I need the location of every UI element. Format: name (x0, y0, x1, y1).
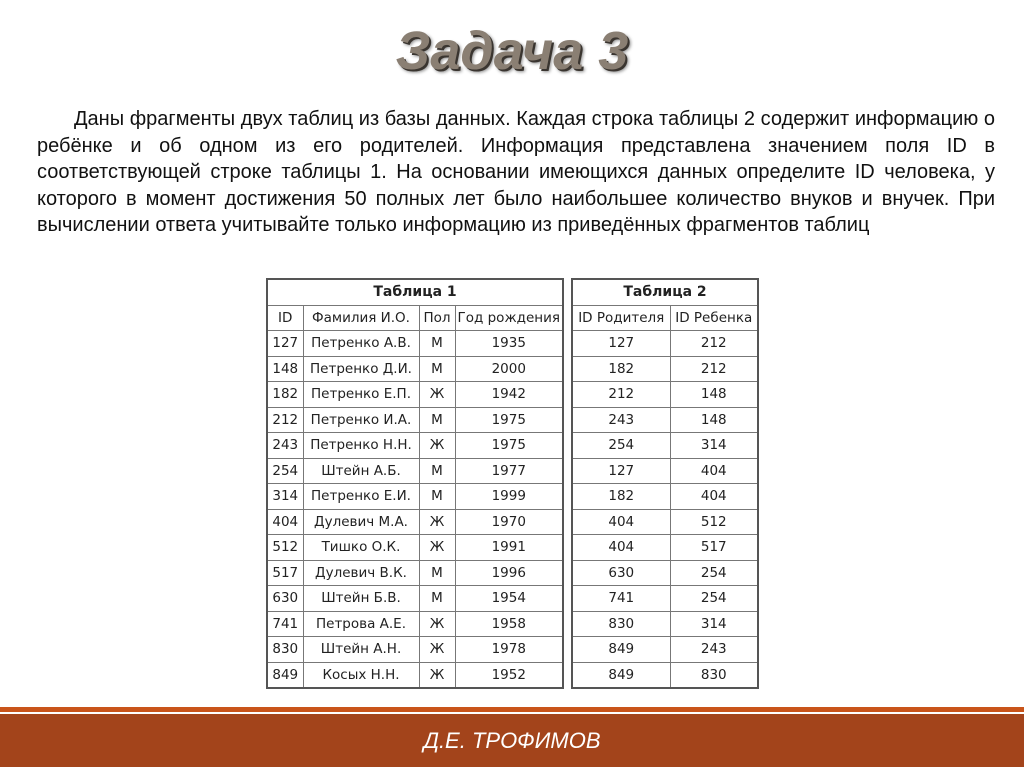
table-cell: 404 (267, 509, 303, 535)
table-cell: Петренко Е.П. (303, 382, 419, 408)
footer-accent-line (0, 707, 1024, 712)
slide-title: Задача 3 (395, 21, 629, 81)
table-cell: 404 (572, 535, 670, 561)
table-cell: Дулевич М.А. (303, 509, 419, 535)
table-2 (571, 278, 759, 689)
table-row (267, 484, 563, 510)
table-cell: 517 (267, 560, 303, 586)
table-cell: Петренко И.А. (303, 407, 419, 433)
table-cell: Петрова А.Е. (303, 611, 419, 637)
table-row (572, 458, 758, 484)
table-cell: 127 (267, 331, 303, 357)
table-row (267, 611, 563, 637)
table-row (267, 356, 563, 382)
table-row (267, 433, 563, 459)
table-cell: 212 (572, 382, 670, 408)
table2-header-cell: ID Ребенка (670, 305, 758, 331)
table-cell: Ж (419, 662, 455, 688)
table-cell: 314 (267, 484, 303, 510)
table-row (267, 331, 563, 357)
table-cell: 1991 (455, 535, 563, 561)
table-cell: 1975 (455, 433, 563, 459)
table-cell: М (419, 560, 455, 586)
footer-author: Д.Е. ТРОФИМОВ (0, 714, 1024, 767)
table-cell: 849 (267, 662, 303, 688)
table-cell: М (419, 484, 455, 510)
table-row (572, 382, 758, 408)
table-cell: 254 (267, 458, 303, 484)
table-cell: Петренко Н.Н. (303, 433, 419, 459)
table-cell: 182 (267, 382, 303, 408)
table-cell: Ж (419, 535, 455, 561)
table-row (572, 331, 758, 357)
table-cell: 254 (572, 433, 670, 459)
table-cell: 630 (572, 560, 670, 586)
table-cell: 212 (670, 356, 758, 382)
table-cell: М (419, 458, 455, 484)
table-cell: 182 (572, 356, 670, 382)
table-row (572, 662, 758, 688)
table-row (572, 356, 758, 382)
table-cell: 1996 (455, 560, 563, 586)
table-cell: 182 (572, 484, 670, 510)
table-cell: Ж (419, 637, 455, 663)
table-cell: 127 (572, 458, 670, 484)
table-row (572, 433, 758, 459)
table-cell: 243 (267, 433, 303, 459)
table-cell: 1954 (455, 586, 563, 612)
table-cell: 1952 (455, 662, 563, 688)
table-cell: 1958 (455, 611, 563, 637)
table-row (267, 662, 563, 688)
table-cell: Штейн А.Б. (303, 458, 419, 484)
table-cell: Тишко О.К. (303, 535, 419, 561)
table-cell: М (419, 586, 455, 612)
table-cell: 127 (572, 331, 670, 357)
table-row (267, 560, 563, 586)
table1-header-cell: ID (267, 305, 303, 331)
table-cell: Ж (419, 382, 455, 408)
table-cell: 1942 (455, 382, 563, 408)
table-cell: Штейн Б.В. (303, 586, 419, 612)
table-cell: 830 (267, 637, 303, 663)
table-cell: 630 (267, 586, 303, 612)
table-cell: Штейн А.Н. (303, 637, 419, 663)
table-cell: 148 (670, 407, 758, 433)
table-cell: Петренко Д.И. (303, 356, 419, 382)
table-cell: Дулевич В.К. (303, 560, 419, 586)
table-cell: 404 (670, 484, 758, 510)
table-row (572, 637, 758, 663)
table-cell: 404 (670, 458, 758, 484)
table-cell: 212 (670, 331, 758, 357)
table-cell: М (419, 407, 455, 433)
table-cell: 2000 (455, 356, 563, 382)
table-cell: Ж (419, 433, 455, 459)
table-1 (266, 278, 564, 689)
table-cell: 512 (670, 509, 758, 535)
table-cell: 1975 (455, 407, 563, 433)
table-cell: 741 (267, 611, 303, 637)
table-row (267, 586, 563, 612)
table1-header-cell: Год рождения (455, 305, 563, 331)
table-cell: 830 (572, 611, 670, 637)
table-cell: 254 (670, 586, 758, 612)
table-row (572, 509, 758, 535)
table-cell: Петренко Е.И. (303, 484, 419, 510)
table-cell: 1970 (455, 509, 563, 535)
table-cell: М (419, 356, 455, 382)
table-2-caption: Таблица 2 (572, 279, 758, 305)
table-cell: 254 (670, 560, 758, 586)
table-cell: М (419, 331, 455, 357)
table-row (572, 586, 758, 612)
table1-header-cell: Фамилия И.О. (303, 305, 419, 331)
table-cell: 1999 (455, 484, 563, 510)
table-cell: 1978 (455, 637, 563, 663)
table-row (267, 407, 563, 433)
table-row (572, 611, 758, 637)
table-row (572, 535, 758, 561)
table-cell: 830 (670, 662, 758, 688)
table-row (267, 637, 563, 663)
table-cell: Ж (419, 611, 455, 637)
table-cell: 314 (670, 611, 758, 637)
table-row (572, 560, 758, 586)
table-cell: 1935 (455, 331, 563, 357)
table-cell: 404 (572, 509, 670, 535)
table2-header-cell: ID Родителя (572, 305, 670, 331)
table-cell: 314 (670, 433, 758, 459)
table-cell: 849 (572, 637, 670, 663)
table-cell: 1977 (455, 458, 563, 484)
table-row (572, 407, 758, 433)
table-row (267, 458, 563, 484)
table-cell: 243 (670, 637, 758, 663)
table-cell: Ж (419, 509, 455, 535)
table-row (267, 382, 563, 408)
table-row (572, 484, 758, 510)
table-cell: 148 (267, 356, 303, 382)
table-row (267, 535, 563, 561)
table-cell: 212 (267, 407, 303, 433)
table-cell: 512 (267, 535, 303, 561)
table-cell: 741 (572, 586, 670, 612)
table-cell: 148 (670, 382, 758, 408)
table-cell: 517 (670, 535, 758, 561)
table-cell: Петренко А.В. (303, 331, 419, 357)
task-text: Даны фрагменты двух таблиц из базы данных. Каждая строка таблицы 2 содержит информацию о ребёнке и об одном из его родителей. Информация представлена значением поля ID в соответствующей строке таблицы 1. На основании имеющихся данных определите ID человека, у которого в момент достижения 50 полных лет было наибольшее количество внуков и внучек. При вычислении ответа учитывайте только информацию из приведённых фрагментов таблиц (37, 108, 995, 236)
table-cell: 849 (572, 662, 670, 688)
table-1-caption: Таблица 1 (267, 279, 563, 305)
table-cell: 243 (572, 407, 670, 433)
table1-header-cell: Пол (419, 305, 455, 331)
table-row (267, 509, 563, 535)
table-cell: Косых Н.Н. (303, 662, 419, 688)
